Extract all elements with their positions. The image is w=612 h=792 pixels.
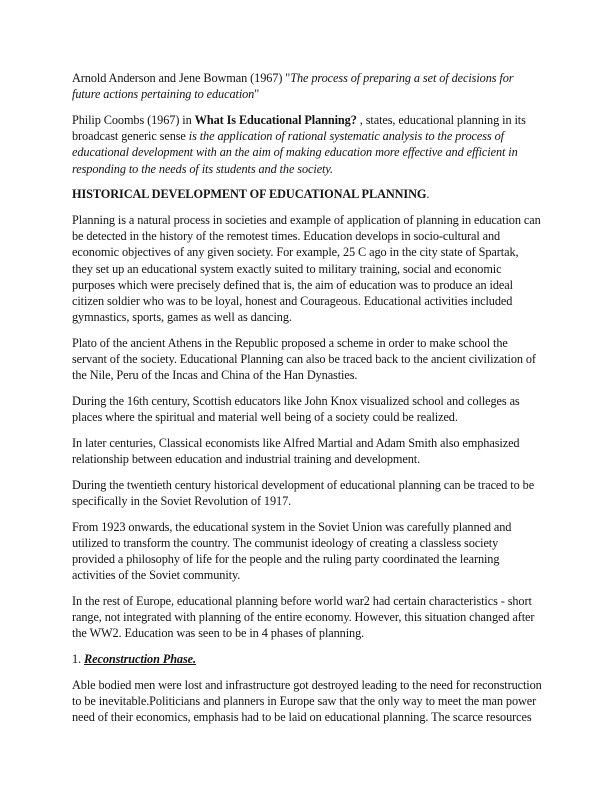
text-run: Philip Coombs (1967) in [72,112,195,127]
text-run: From 1923 onwards, the educational system in the Soviet Union was carefully planned and utilized to transform the country. The communist ideology of creating a classless society provided a philosophy of life for the people and the ruling party coordinated the learning activities of the Soviet community. [72,519,512,583]
text-run: Arnold Anderson and Jene Bowman (1967) " [72,71,291,85]
text-run: During the 16th century, Scottish educators like John Knox visualized school and colleges as places where the spiritual and material well being of a society could be realized. [72,393,520,425]
text-run: Reconstruction Phase. [84,652,197,667]
paragraph [72,393,542,425]
text-run: In the rest of Europe, educational planning before world war2 had certain characteristics - short range, not integrated with planning of the entire economy. However, this situation changed after the WW2. Education was seen to be in 4 phases of planning. [72,593,535,641]
text-run: In later centuries, Classical economists like Alfred Martial and Adam Smith also emphasized relationship between education and industrial training and development. [72,435,520,467]
paragraph [72,677,542,726]
paragraph [72,519,542,584]
text-run: is the application of rational systematic analysis to the process of educational development with an the aim of making education more effective and efficient in responding to the needs of its students and the society. [72,129,518,176]
section-heading [72,186,542,202]
paragraph [72,212,542,325]
text-run: Planning is a natural process in societies and example of application of planning in education can be detected in the history of the remotest times. Education develops in socio-cultural and economic objectives of any given society. For example, 25 C ago in the city state of Spartak, they set up an educational system exactly suited to military training, social and economic purposes which were precisely defined that is, the aim of education was to produce an ideal citizen soldier who was to be loyal, honest and Courageous. Educational activities included gymnastics, sports, games as well as dancing. [72,212,541,325]
text-run: HISTORICAL DEVELOPMENT OF EDUCATIONAL PLANNING [72,187,427,202]
text-run: The process of preparing a set of decisions for future actions pertaining to education [72,71,514,102]
text-run: Able bodied men were lost and infrastructure got destroyed leading to the need for reconstruction to be inevitable.Politicians and planners in Europe saw that the only way to meet the man power need of their economics, emphasis had to be laid on educational planning. The scarce resources [72,677,542,725]
phase-list-item [72,651,542,667]
paragraph [72,593,542,642]
paragraph [72,435,542,467]
text-run: . [426,187,430,202]
paragraph [72,112,542,177]
text-run: What Is Educational Planning? [194,112,357,127]
text-run: " [254,87,260,102]
paragraph [72,70,542,102]
text-run: During the twentieth century historical development of educational planning can be traced to be specifically in the Soviet Revolution of 1917. [72,477,535,508]
paragraph [72,335,542,384]
text-run: Plato of the ancient Athens in the Republic proposed a scheme in order to make school the servant of the society. Educational Planning can also be traced back to the ancient civilization of the Nile, Peru of the Incas and China of the Han Dynasties. [72,335,536,383]
paragraph [72,477,542,509]
document-body [72,70,542,735]
text-run: 1. [72,652,84,667]
text-run: , states, educational planning in its broadcast generic sense [72,112,526,144]
